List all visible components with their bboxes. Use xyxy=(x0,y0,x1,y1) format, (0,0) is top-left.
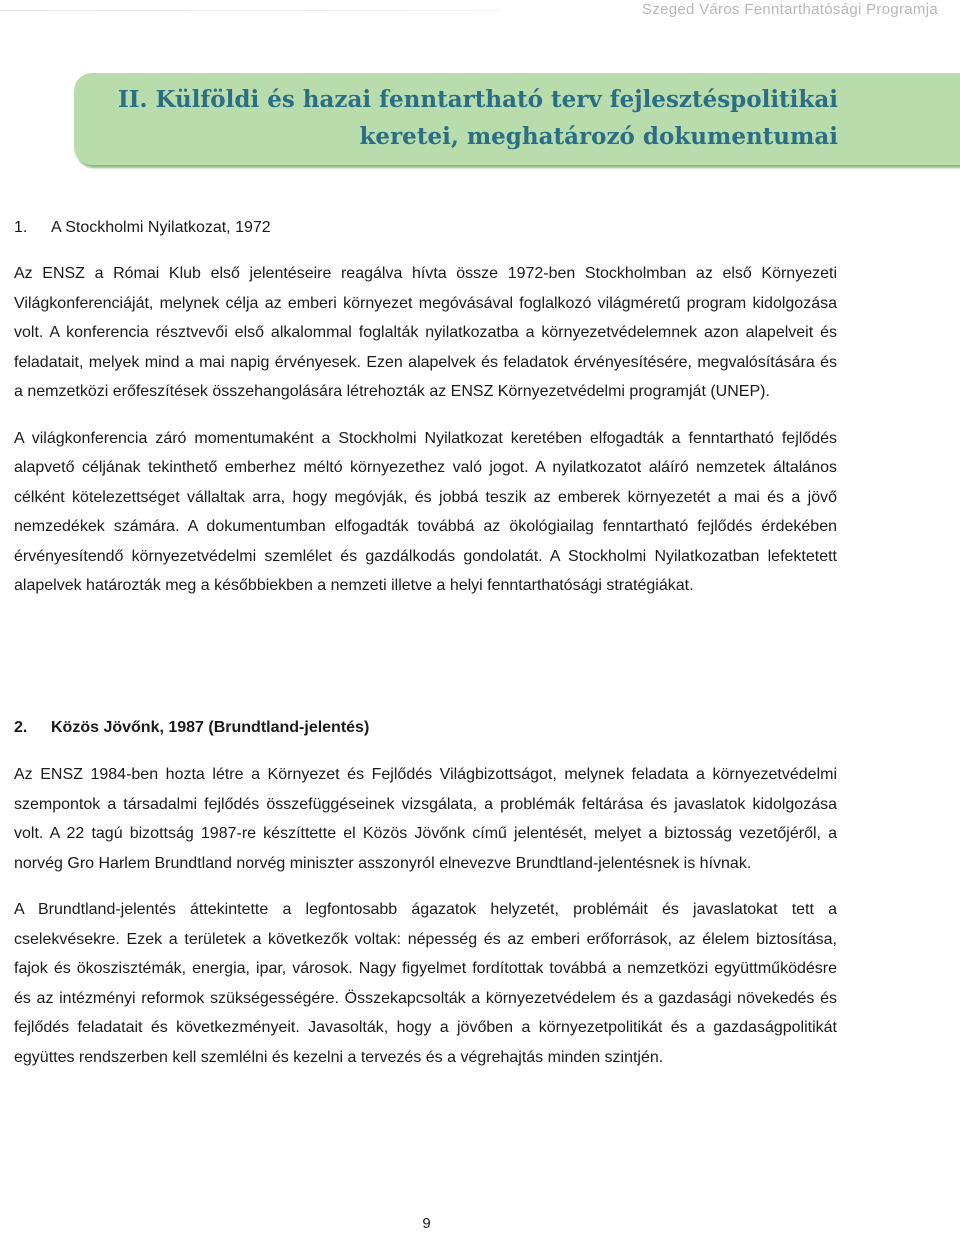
chapter-title-line-2: keretei, meghatározó dokumentumai xyxy=(359,123,838,150)
chapter-title-line-1: II. Külföldi és hazai fenntartható terv fejlesztéspolitikai xyxy=(117,86,838,113)
running-header-text: Szeged Város Fenntarthatósági Programja xyxy=(641,1,938,18)
section-stockholm xyxy=(14,213,837,601)
section-heading xyxy=(14,213,837,242)
paragraph: Az ENSZ a Római Klub első jelentéseire reagálva hívta össze 1972-ben Stockholmban az első Környezeti Világkonferenciáját, melynek célja az emberi környezet megóvásával foglalkozó világméretű program kidolgozása volt. A konferencia résztvevői első alkalommal foglalták nyilatkozatba a környezetvédelemnek azon alapelveit és feladatait, melyek mind a mai napig érvényesek. Ezen alapelvek és feladatok érvényesítésére, megvalósítására és a nemzetközi erőfeszítések összehangolására létrehozták az ENSZ Környezetvédelmi programját (UNEP). xyxy=(14,265,837,400)
chapter-title xyxy=(74,81,838,155)
section-number: 1. xyxy=(14,219,28,236)
page-number: 9 xyxy=(422,1215,431,1232)
section-title: Közös Jövőnk, 1987 (Brundtland-jelentés) xyxy=(51,719,370,736)
running-header xyxy=(0,0,960,22)
section-number: 2. xyxy=(14,719,28,736)
header-rule xyxy=(0,10,500,11)
paragraph: A Brundtland-jelentés áttekintette a legfontosabb ágazatok helyzetét, problémáit és javaslatokat tett a cselekvésekre. Ezek a területek a következők voltak: népesség és az emberi erőforrások, az élelem biztosítása, fajok és ökoszisztémák, energia, ipar, városok. Nagy figyelmet fordítottak továbbá a nemzetközi együttműködésre és az intézményi reformok szükségességére. Összekapcsolták a környezetvédelem és a gazdasági növekedés és fejlődés feladatait és következményeit. Javasolták, hogy a jövőben a környezetpolitikát és a gazdaságpolitikát együttes rendszerben kell szemlélni és kezelni a tervezés és a végrehajtás minden szintjén. xyxy=(14,901,837,1066)
chapter-banner xyxy=(74,73,960,165)
section-brundtland xyxy=(14,713,837,1072)
section-title: A Stockholmi Nyilatkozat, 1972 xyxy=(51,219,271,236)
paragraph: A világkonferencia záró momentumaként a Stockholmi Nyilatkozat keretében elfogadták a fenntartható fejlődés alapvető céljának tekinthető emberhez méltó környezethez való jogot. A nyilatkozatot aláíró nemzetek általános célként kötelezettséget vállaltak arra, hogy megóvják, és jobbá teszik az emberek környezetét a mai és a jövő nemzedékek számára. A dokumentumban elfogadták továbbá az ökológiailag fenntartható fejlődés érdekében érvényesítendő környezetvédelmi szemlélet és gazdálkodás gondolatát. A Stockholmi Nyilatkozatban lefektetett alapelvek határozták meg a későbbiekben a nemzeti illetve a helyi fenntarthatósági stratégiákat. xyxy=(14,429,837,594)
paragraph: Az ENSZ 1984-ben hozta létre a Környezet és Fejlődés Világbizottságot, melynek feladata a környezetvédelmi szempontok a társadalmi fejlődés összefüggéseinek vizsgálata, a problémák feltárása és javaslatok kidolgozása volt. A 22 tagú bizottság 1987-re készíttette el Közös Jövőnk című jelentését, melyet a biztosság vezetőjéről, a norvég Gro Harlem Brundtland norvég miniszter asszonyról elnevezve Brundtland-jelentésnek is hívnak. xyxy=(14,766,837,872)
section-heading xyxy=(14,713,837,742)
